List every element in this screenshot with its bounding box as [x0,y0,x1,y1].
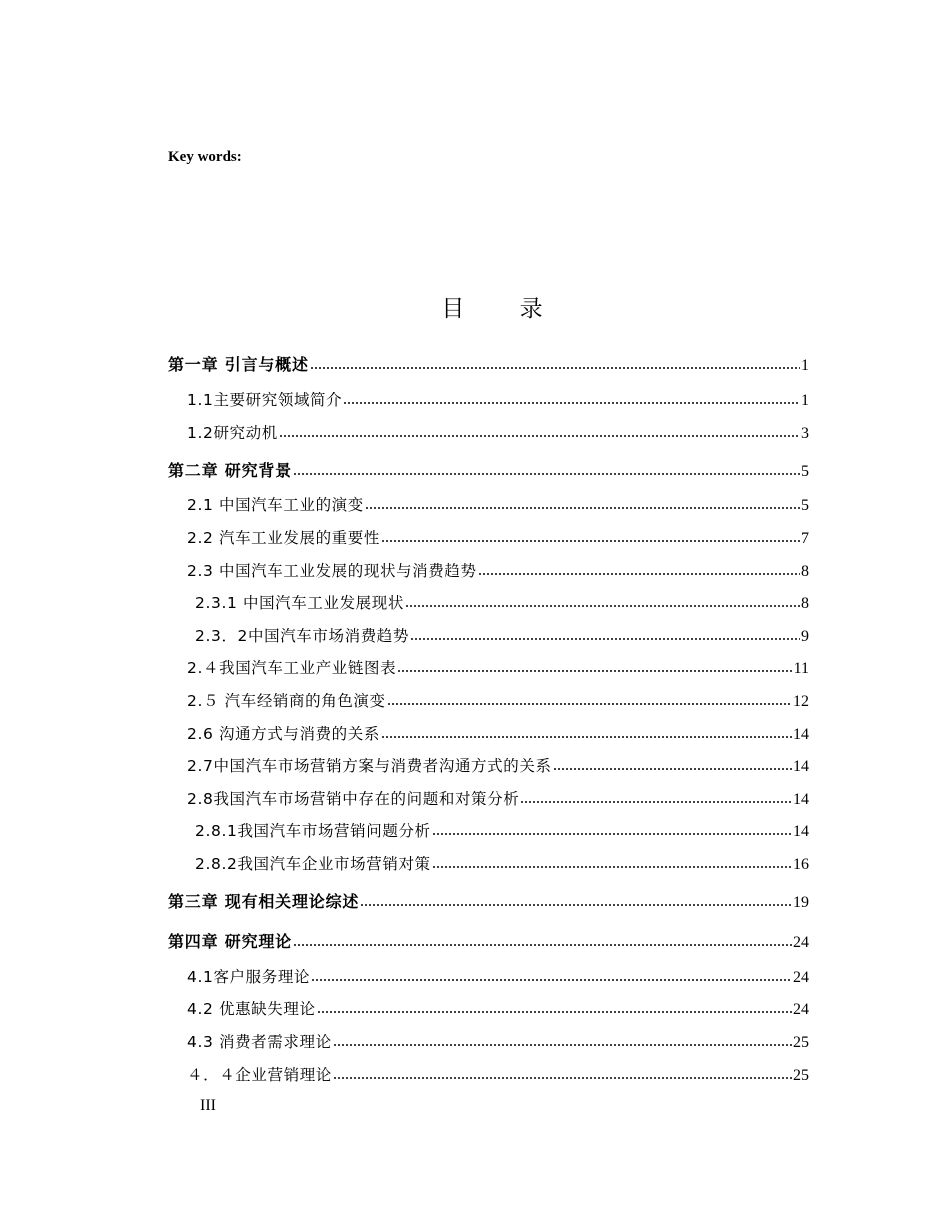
toc-leader-dots [333,1037,792,1047]
toc-entry[interactable] [187,526,809,550]
toc-leader-dots [387,696,792,706]
toc-entry[interactable] [195,624,809,648]
toc-leader-dots [432,826,792,836]
toc-entry-title: 2.1 中国汽车工业的演变 [187,496,364,514]
toc-entry[interactable] [187,388,809,412]
toc-entry-title: 2.４我国汽车工业产业链图表 [187,659,397,677]
toc-entry-title: 4.1客户服务理论 [187,968,311,986]
toc-leader-dots [553,761,792,771]
toc-leader-dots [432,859,792,869]
toc-leader-dots [343,395,800,405]
toc-entry-title: 2.8我国汽车市场营销中存在的问题和对策分析 [187,790,520,808]
toc-entry-page: 1 [801,392,809,409]
toc-entry[interactable] [187,722,809,746]
toc-entry-title: 4.3 消费者需求理论 [187,1033,332,1051]
toc-entry[interactable] [187,997,809,1021]
toc-leader-dots [397,663,792,673]
toc-entry[interactable] [168,459,809,483]
toc-entry-title: 4.2 优惠缺失理论 [187,1000,316,1018]
toc-leader-dots [381,533,800,543]
toc-entry-title: 2.6 沟通方式与消费的关系 [187,725,380,743]
toc-entry-page: 11 [793,660,809,677]
toc-entry-page: 19 [793,894,809,911]
keywords-label: Key words: [168,149,242,165]
toc-entry-page: 8 [801,563,809,580]
toc-entry-title: 1.2研究动机 [187,424,278,442]
toc-leader-dots [520,794,792,804]
toc-entry-title: 第二章 研究背景 [168,461,292,480]
toc-entry-title: 1.1主要研究领域简介 [187,391,343,409]
toc-entry[interactable] [168,353,809,377]
toc-entry-title: 第四章 研究理论 [168,932,292,951]
toc-entry-page: 7 [801,530,809,547]
toc-title: 目 录 [441,296,567,322]
toc-entry-page: 24 [793,1001,809,1018]
toc-entry-title: ４．４企业营销理论 [187,1066,332,1084]
toc-entry-page: 5 [801,497,809,514]
toc-entry-title: 第三章 现有相关理论综述 [168,892,360,911]
toc-entry[interactable] [187,559,809,583]
toc-entry[interactable] [195,819,809,843]
toc-leader-dots [410,631,800,641]
toc-entry-title: 2.2 汽车工业发展的重要性 [187,529,380,547]
toc-entry-page: 14 [793,791,809,808]
toc-entry[interactable] [187,1063,809,1087]
toc-leader-dots [333,1070,792,1080]
toc-leader-dots [310,360,800,370]
toc-entry-title: 第一章 引言与概述 [168,355,309,374]
toc-entry[interactable] [187,493,809,517]
toc-entry[interactable] [187,754,809,778]
toc-entry[interactable] [195,852,809,876]
toc-entry-page: 1 [801,357,809,374]
toc-entry-title: 2.8.2我国汽车企业市场营销对策 [195,855,431,873]
toc-leader-dots [311,972,792,982]
toc-entry[interactable] [187,656,809,680]
toc-entry[interactable] [168,930,809,954]
toc-leader-dots [360,897,792,907]
toc-entry-title: 2.５ 汽车经销商的角色演变 [187,692,386,710]
toc-entry[interactable] [195,591,809,615]
toc-entry-page: 5 [801,463,809,480]
toc-leader-dots [405,598,800,608]
toc-entry-page: 12 [793,693,809,710]
toc-leader-dots [293,937,792,947]
toc-entry-title: 2.3.1 中国汽车工业发展现状 [195,594,404,612]
toc-entry[interactable] [168,890,809,914]
toc-leader-dots [478,566,800,576]
toc-entry-title: 2.3．2中国汽车市场消费趋势 [195,627,410,645]
toc-leader-dots [381,729,792,739]
toc-leader-dots [279,428,800,438]
toc-entry-page: 3 [801,425,809,442]
toc-entry-page: 8 [801,595,809,612]
toc-entry[interactable] [187,965,809,989]
toc-leader-dots [365,500,800,510]
toc-entry-page: 24 [793,969,809,986]
toc-entry-title: 2.8.1我国汽车市场营销问题分析 [195,822,431,840]
toc-entry-page: 24 [793,934,809,951]
toc-entry-page: 16 [793,856,809,873]
toc-entry[interactable] [187,1030,809,1054]
page-number: III [200,1097,216,1114]
toc-entry-page: 14 [793,726,809,743]
toc-entry-title: 2.3 中国汽车工业发展的现状与消费趋势 [187,562,477,580]
toc-entry[interactable] [187,421,809,445]
toc-entry-title: 2.7中国汽车市场营销方案与消费者沟通方式的关系 [187,757,552,775]
toc-entry-page: 25 [793,1067,809,1084]
toc-entry-page: 25 [793,1034,809,1051]
toc-leader-dots [317,1004,792,1014]
toc-entry-page: 9 [801,628,809,645]
toc-leader-dots [293,466,800,476]
toc-entry-page: 14 [793,758,809,775]
toc-entry[interactable] [187,787,809,811]
toc-entry[interactable] [187,689,809,713]
toc-entry-page: 14 [793,823,809,840]
